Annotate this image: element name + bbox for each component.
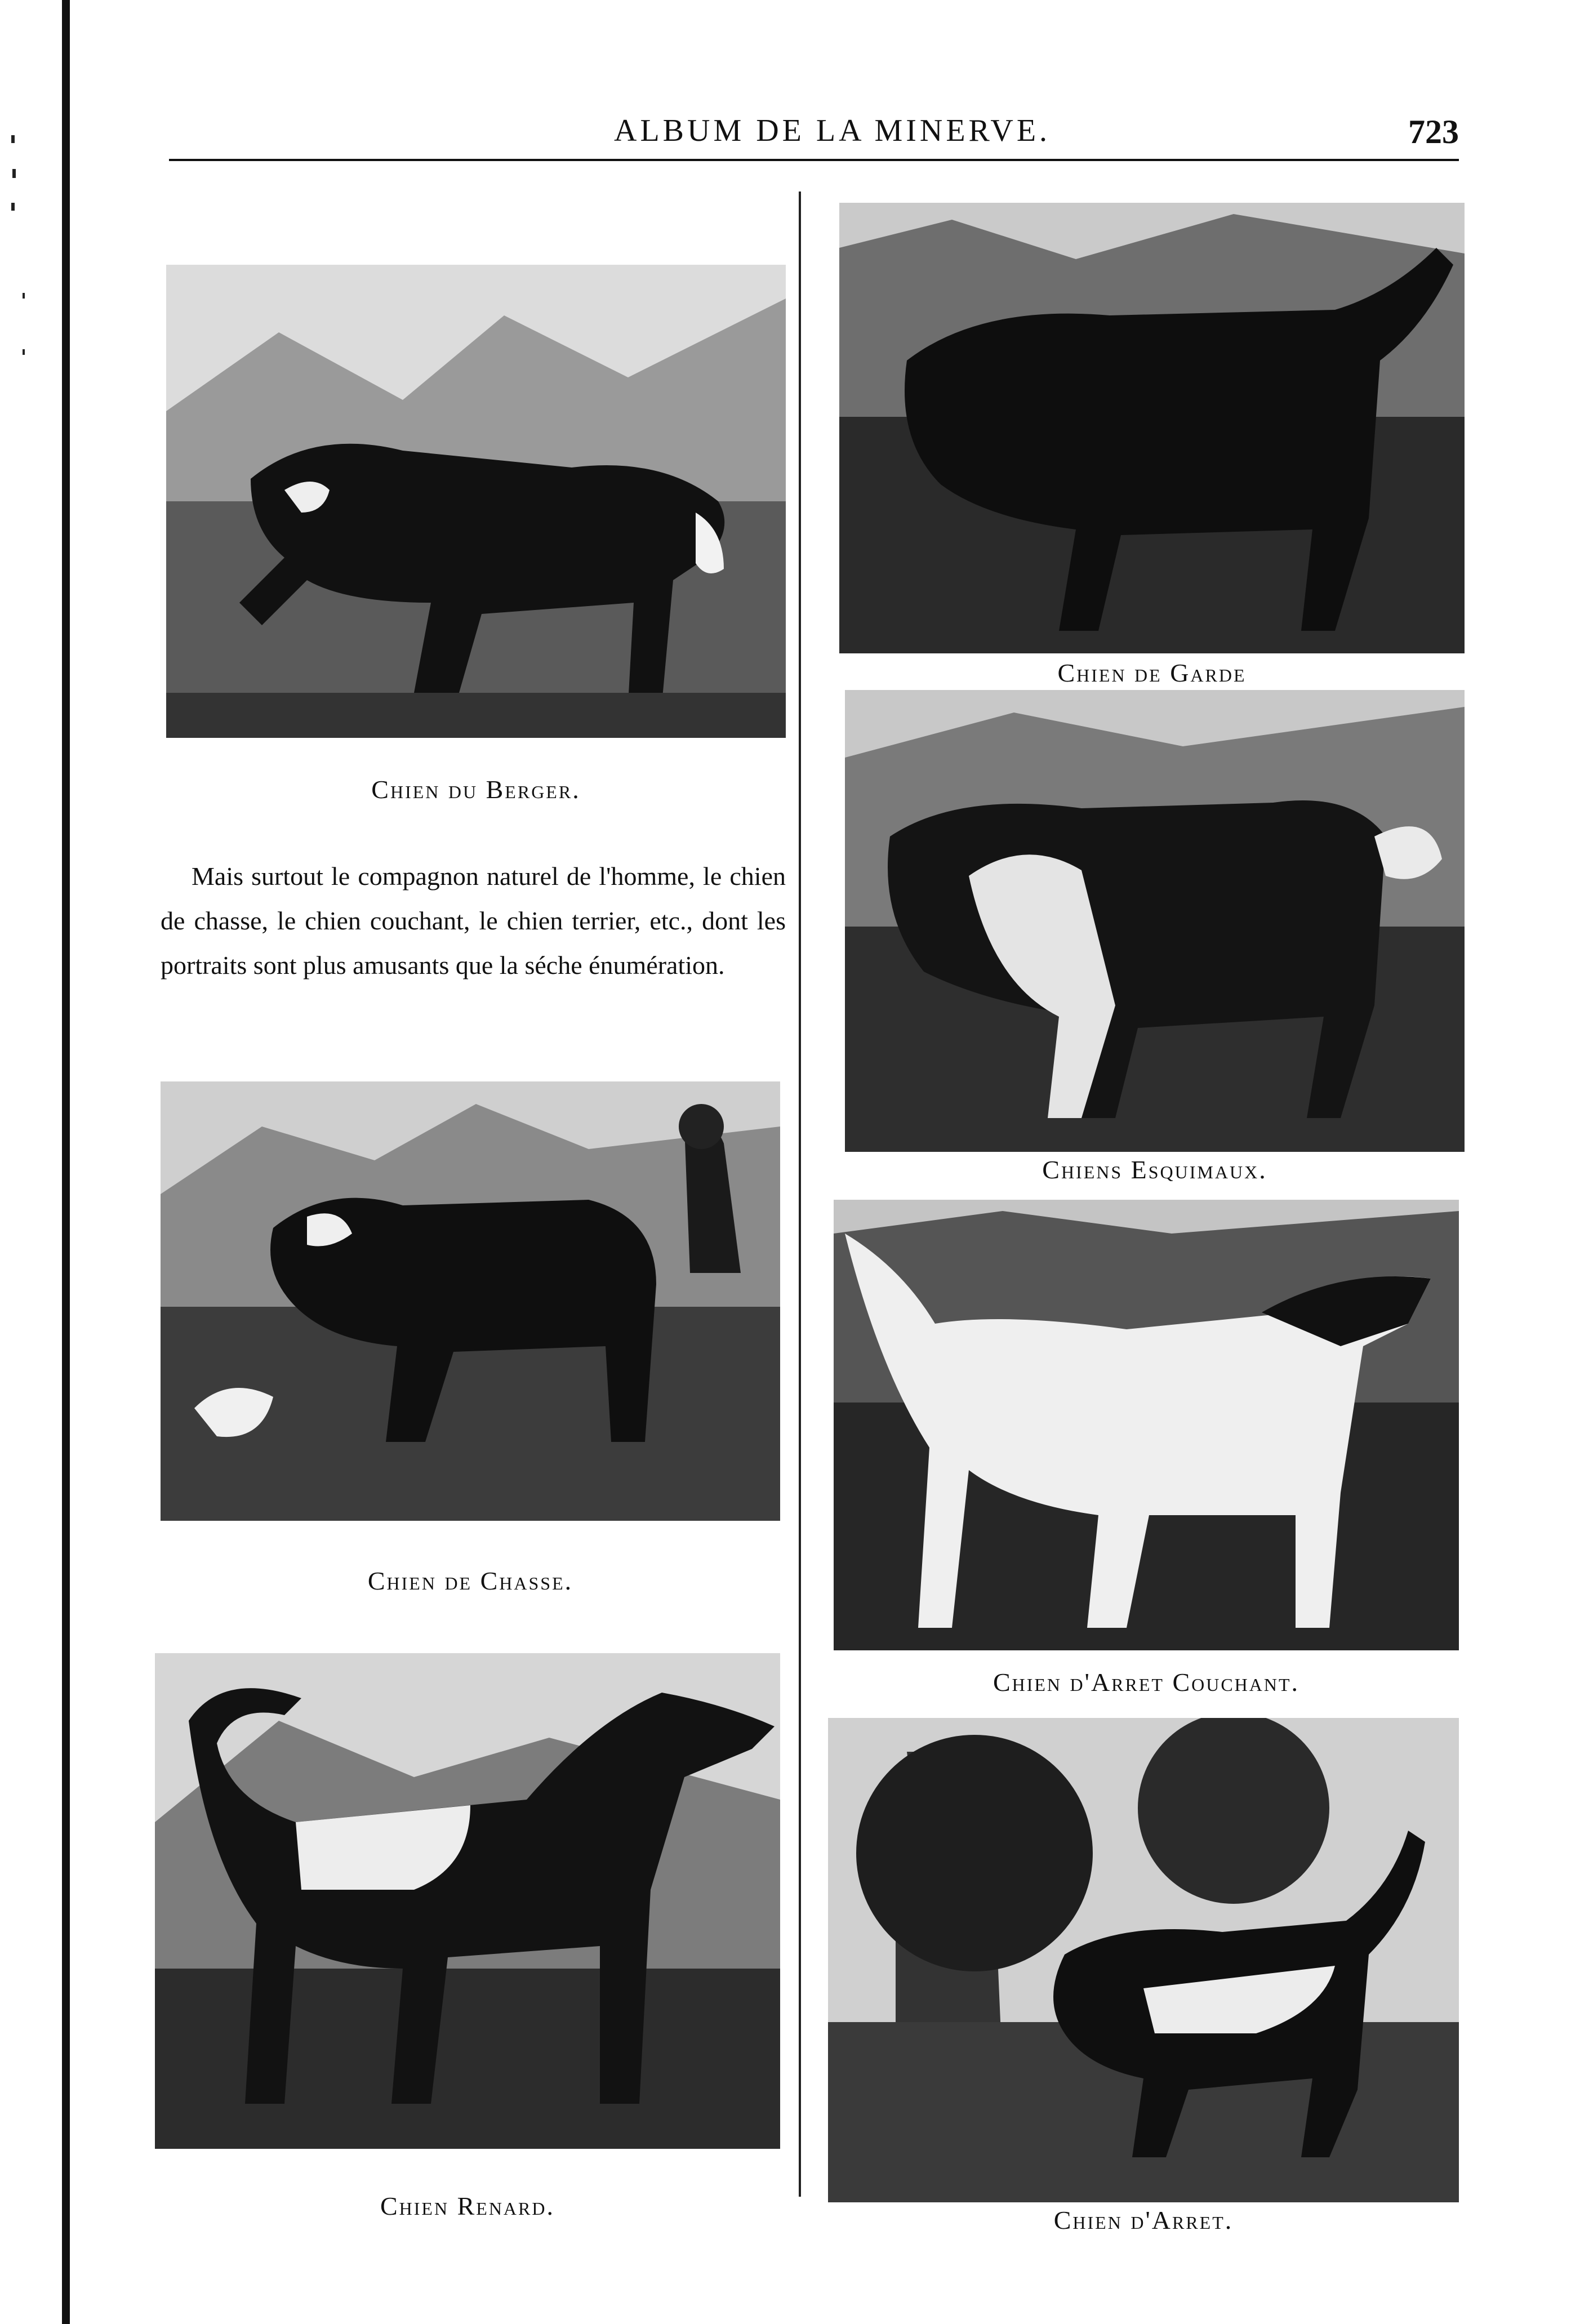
caption-chien-de-chasse: Chien de Chasse.	[367, 1566, 573, 1595]
illustration-chien-de-garde	[839, 203, 1465, 653]
illustration-chien-du-berger	[166, 265, 786, 738]
binding-gutter	[62, 0, 70, 2324]
body-paragraph: Mais surtout le compagnon naturel de l'homme, le chien de chasse, le chien couchant, le chien terrier, etc., dont les portraits sont plus amusants que la séche énumération.	[161, 862, 786, 980]
running-title: ALBUM DE LA MINERVE.	[614, 113, 1051, 148]
illustration-chien-d-arret	[828, 1718, 1459, 2202]
page-header	[169, 113, 1465, 158]
caption-chiens-esquimaux: Chiens Esquimaux.	[1042, 1155, 1267, 1184]
page-number: 723	[1408, 113, 1459, 150]
edge-marks	[0, 0, 34, 2324]
caption-chien-du-berger: Chien du Berger.	[371, 775, 581, 804]
caption-chien-d-arret: Chien d'Arret.	[1053, 2206, 1234, 2234]
caption-chien-d-arret-couchant: Chien d'Arret Couchant.	[992, 1668, 1300, 1697]
column-divider	[799, 192, 801, 2197]
illustration-chien-de-chasse	[161, 1081, 780, 1521]
caption-chien-de-garde: Chien de Garde	[1057, 658, 1247, 687]
caption-chien-renard: Chien Renard.	[380, 2192, 555, 2220]
illustration-chien-renard	[155, 1653, 780, 2149]
illustration-chien-d-arret-couchant	[834, 1200, 1459, 1650]
header-rule	[169, 159, 1459, 161]
illustration-chiens-esquimaux	[845, 690, 1465, 1152]
